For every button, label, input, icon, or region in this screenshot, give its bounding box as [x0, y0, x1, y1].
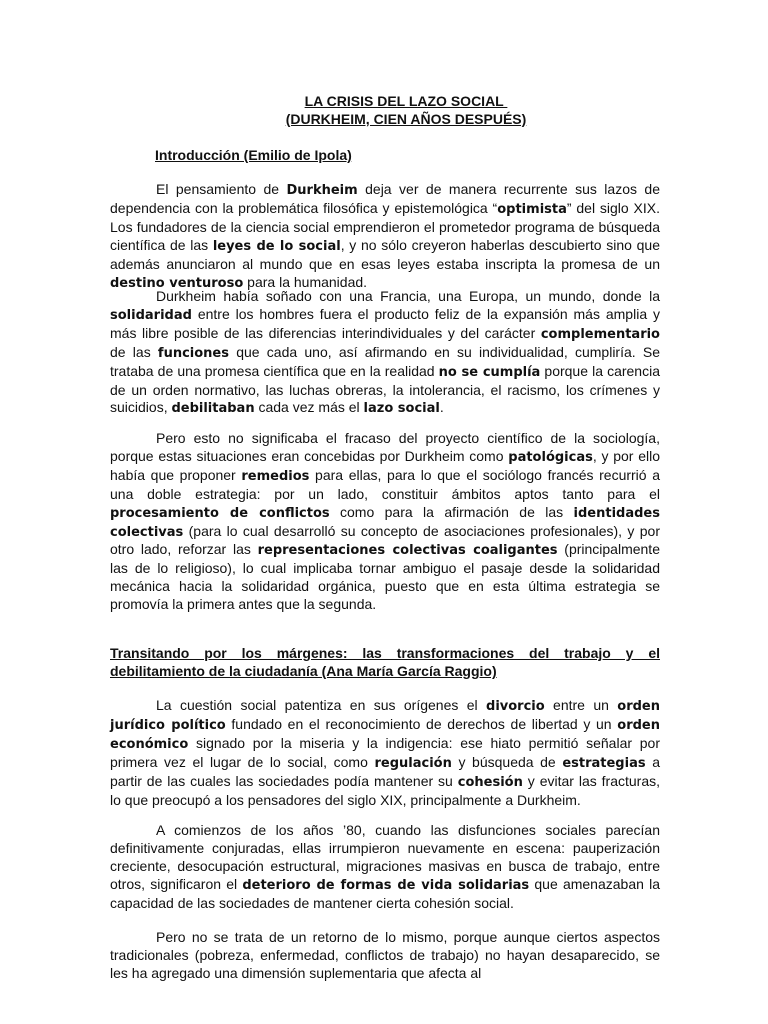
emphasis-text: lazo social [363, 401, 440, 417]
emphasis-text: Durkheim [286, 183, 358, 198]
text-run: que cada uno, así afirmando en su individualidad, cumpliría. Se trataba de una promesa científica que en la realidad [110, 343, 661, 379]
text-run: A comienzos de los años ’80, cuando las disfunciones sociales parecían definitivamente conjuradas, ellas irrumpieron nuevamente en escena: pauperización creciente, desocupación estructural, migraciones masivas en busca de trabajo, entre otros, significaron el [110, 822, 660, 892]
text-run: La cuestión social patentiza en sus orígenes el [156, 697, 487, 713]
section-heading-transitando: Transitando por los márgenes: las transformaciones del trabajo y el debilitamiento de la ciudadanía (Ana María García Raggio) [110, 645, 660, 679]
text-run: fundado en el reconocimiento de derechos de libertad y un [225, 715, 618, 732]
text-run: cada vez más el [254, 399, 364, 416]
paragraph-3 [110, 430, 660, 614]
text-run: signado por la miseria y la indigencia: ese hiato permitió señalar por primera vez el lugar de lo social, como [110, 734, 660, 770]
paragraph-4 [110, 697, 660, 809]
emphasis-text: deterioro de formas de vida solidarias [242, 877, 530, 893]
text-run: que amenazaban la capacidad de las sociedades de mantener cierta cohesión social. [110, 875, 660, 911]
paragraph-2 [110, 288, 660, 418]
text-run: Durkheim había soñado con una Francia, una Europa, un mundo, donde la [156, 288, 660, 304]
text-run: y evitar las fracturas, lo que preocupó a los pensadores del siglo XIX, principalmente a Durkheim. [110, 772, 661, 808]
emphasis-text: procesamiento de conflictos [110, 505, 330, 521]
text-run: Pero no se trata de un retorno de lo mismo, porque aunque ciertos aspectos tradicionales (pobreza, enfermedad, conflictos de trabajo) no hayan desaparecido, se les ha agregado una dimensión suplementaria que afecta al [110, 929, 660, 981]
emphasis-text: orden económico [110, 717, 660, 752]
emphasis-text: debilitaban [171, 401, 255, 417]
text-run: . [439, 399, 444, 416]
emphasis-text: funciones [157, 345, 229, 361]
emphasis-text: regulación [374, 755, 452, 771]
text-run: para ellas, para lo que el sociólogo francés recurrió a una doble estrategia: por un lado, constituir ámbitos aptos tanto para el [110, 466, 661, 502]
paragraph-5 [110, 822, 660, 913]
text-run: El pensamiento de [156, 181, 287, 197]
paragraph-6 [110, 929, 660, 983]
emphasis-text: destino venturoso [110, 275, 244, 291]
document-title-line-1: LA CRISIS DEL LAZO SOCIAL [304, 93, 508, 109]
section-heading-introduction: Introducción (Emilio de Ipola) [155, 147, 352, 163]
text-run: para la humanidad. [243, 273, 368, 290]
emphasis-text: divorcio [486, 699, 545, 714]
emphasis-text: patológicas [508, 449, 593, 465]
text-run: Pero esto no significaba el fracaso del proyecto científico de la sociología, porque estas situaciones eran concebidas por Durkheim como [110, 430, 660, 464]
text-run: entre un [544, 697, 618, 713]
emphasis-text: optimista [497, 201, 567, 217]
emphasis-text: identidades colectivas [110, 505, 660, 540]
text-run: a partir de las cuales las sociedades podía mantener su [110, 753, 660, 789]
document-title-line-2: (DURKHEIM, CIEN AÑOS DESPUÉS) [285, 111, 527, 127]
emphasis-text: complementario [540, 326, 660, 342]
text-run: ” del siglo XIX. Los fundadores de la ciencia social emprendieron el prometedor programa de búsqueda científica de las [110, 199, 660, 253]
emphasis-text: solidaridad [110, 307, 192, 323]
text-run: deja ver de manera recurrente sus lazos de dependencia con la problemática filosófica y epistemológica “ [110, 181, 660, 216]
text-run: (principalmente las de lo religioso), lo cual implicaba tornar ambiguo el pasaje desde la solidaridad mecánica hacia la solidaridad orgánica, puesto que en esta última estrategia se promovía la primera antes que la segunda. [110, 541, 660, 613]
emphasis-text: leyes de lo social [212, 238, 341, 254]
emphasis-text: remedios [241, 468, 310, 484]
text-run: , y por ello había que proponer [110, 447, 661, 483]
paragraph-1 [110, 181, 660, 292]
text-run: porque la carencia de un orden normativo, las luchas obreras, la intolerancia, el racismo, los crímenes y suicidios, [110, 362, 660, 416]
emphasis-text: estrategias [562, 755, 646, 771]
text-run: como para la afirmación de las [329, 503, 574, 520]
emphasis-text: orden jurídico político [110, 699, 661, 733]
emphasis-text: no se cumplía [438, 364, 541, 380]
text-run: de las [110, 343, 158, 360]
emphasis-text: representaciones colectivas coaligantes [257, 543, 558, 559]
text-run: (para lo cual desarrolló su concepto de asociaciones profesionales), y por otro lado, reforzar las [110, 522, 660, 558]
text-run: y búsqueda de [451, 753, 563, 770]
emphasis-text: cohesión [457, 774, 523, 790]
text-run: entre los hombres fuera el producto feliz de la expansión más amplia y más libre posible de las diferencias interindividuales y del carácter [110, 305, 660, 341]
text-run: , y no sólo creyeron haberlas descubierto sino que además anunciaron al mundo que en esas leyes estaba inscripta la promesa de un [110, 236, 660, 272]
